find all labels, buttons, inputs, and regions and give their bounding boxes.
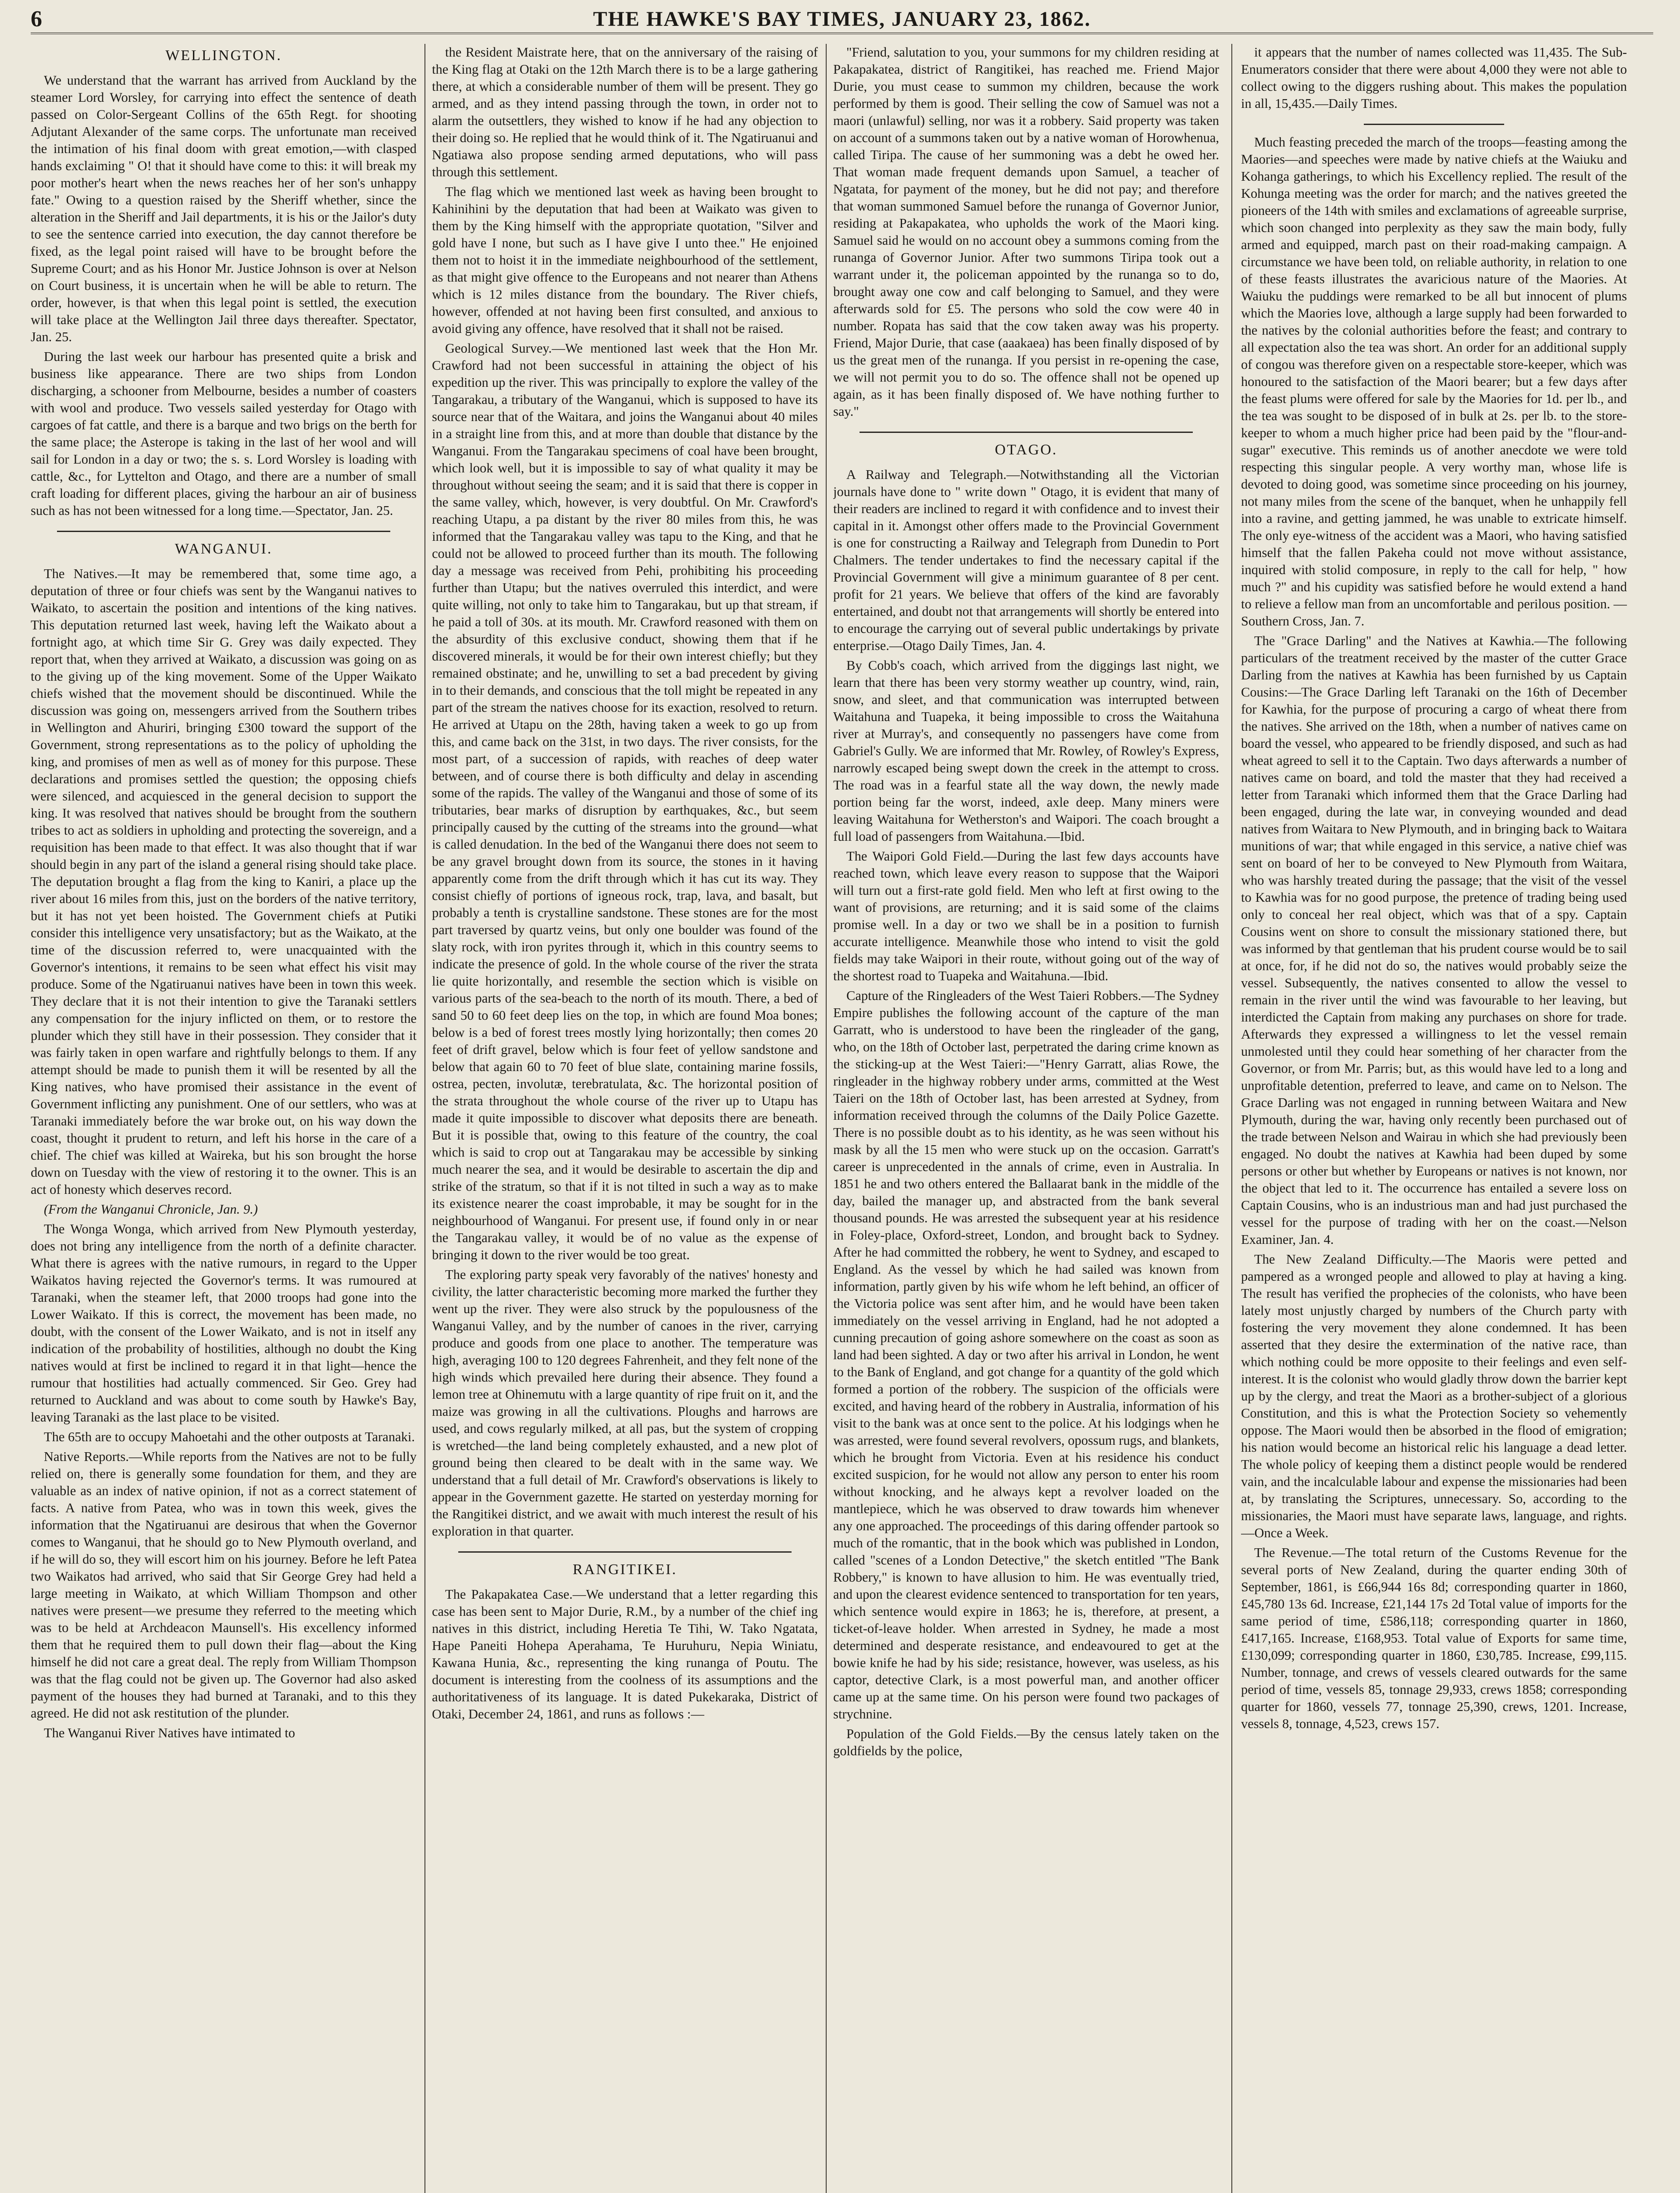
column-rule [1231, 44, 1232, 2193]
masthead [31, 6, 1653, 34]
section-heading-wanganui: WANGANUI. [175, 541, 273, 557]
article-paragraph: The Revenue.—The total return of the Customs Revenue for the several ports of New Zealand, during the quarter ending 30th of September, 1861, is £66,944 16s 8d; corresponding quarter in 1860, £45,780 13s 6d. Increase, £21,144 17s 2d Total value of imports for the same period of time, £586,118; corresponding quarter in 1860, £417,165. Increase, £168,953. Total value of Exports for same time, £130,099; corresponding quarter in 1860, £30,785. Increase, £99,115. Number, tonnage, and crews of vessels cleared outwards for the same period of time, vessels 85, tonnage 29,933, crews 1858; corresponding quarter for 1860, vessels 77, tonnage 25,390, crews, 1201. Increase, vessels 8, tonnage, 4,523, crews 157. [1241, 1545, 1627, 1731]
masthead-title: THE HAWKE'S BAY TIMES, JANUARY 23, 1862. [593, 7, 1091, 31]
column-2 [432, 44, 818, 2193]
article-paragraph: The exploring party speak very favorably of the natives' honesty and civility, the latter characteristic becoming more marked the further they went up the river. They were also struck by the populousness of the Wanganui Valley, and by the number of canoes in the river, carrying produce and goods from one place to another. The temperature was high, averaging 100 to 120 degrees Fahrenheit, and they felt none of the high winds which prevailed here during their absence. They found a lemon tree at Ohinemutu with a large quantity of ripe fruit on it, and the maize was growing in all the cultivations. Ploughs and harrows are used, and cows regularly milked, at all pas, but the system of cropping is wretched—the land being completely exhausted, and a new plot of ground being then cleared to be dealt with in the same way. We understand that a full detail of Mr. Crawford's observations is likely to appear in the Government gazette. He started on yesterday morning for the Rangitikei district, and we await with much interest the result of his exploration in that quarter. [432, 1267, 818, 1539]
page-number: 6 [31, 7, 42, 32]
column-3 [833, 44, 1219, 2193]
section-divider [57, 531, 390, 532]
article-paragraph: We understand that the warrant has arrived from Auckland by the steamer Lord Worsley, for carrying into effect the sentence of death passed on Color-Sergeant Collins of the 65th Regt. for shooting Adjutant Alexander of the same corps. The unfortunate man received the intimation of his final doom with great emotion,—with clasped hands exclaiming " O! that it should have come to this: it will break my poor mother's heart when the news reaches her of her son's unhappy fate." Owing to a question raised by the Sheriff whether, since the alteration in the Sheriff and Jail departments, it is his or the Jailor's duty to see the sentence carried into execution, the day cannot therefore be fixed, as the legal point raised will have to be brought before the Supreme Court; and as his Honor Mr. Justice Johnson is over at Nelson on Court business, it is uncertain when he will be able to return. The order, however, is that when this legal point is settled, the execution will take place at the Wellington Jail three days thereafter. Spectator, Jan. 25. [31, 73, 417, 344]
column-rule [826, 44, 827, 2193]
article-paragraph: The Wonga Wonga, which arrived from New Plymouth yesterday, does not bring any intelligence from the north of a definite character. What there is agrees with the native rumours, in regard to the Upper Waikatos having rejected the Governor's terms. It was rumoured at Taranaki, when the steamer left, that 2000 troops had gone into the Lower Waikato. If this is correct, the movement has been made, no doubt, with the consent of the Lower Waikato, and is not in itself any indication of the probability of hostilities, although no doubt the King natives would at first be inclined to regard it in that light—hence the rumour that hostilities had actually commenced. Sir Geo. Grey had returned to Auckland and was about to come south by Hawke's Bay, leaving Taranaki as the last place to be visited. [31, 1222, 417, 1425]
article-paragraph: Population of the Gold Fields.—By the census lately taken on the goldfields by the police, [833, 1726, 1219, 1758]
article-paragraph: A Railway and Telegraph.—Notwithstanding all the Victorian journals have done to " write down " Otago, it is evident that many of their readers are inclined to regard it with confidence and to invest their capital in it. Amongst other offers made to the Provincial Government is one for constructing a Railway and Telegraph from Dunedin to Port Chalmers. The tender undertakes to find the necessary capital if the Provincial Government will give a minimum guarantee of 8 per cent. profit for 21 years. We believe that offers of the kind are favorably entertained, and doubt not that arrangements will shortly be entered into to encourage the carrying out of several public undertakings by private enterprise.—Otago Daily Times, Jan. 4. [833, 467, 1219, 653]
article-paragraph: The "Grace Darling" and the Natives at Kawhia.—The following particulars of the treatment received by the master of the cutter Grace Darling from the natives at Kawhia has been furnished by us Captain Cousins:—The Grace Darling left Taranaki on the 16th of December for Kawhia, for the purpose of procuring a cargo of wheat there from the natives. She arrived on the 18th, when a number of natives came on board the vessel, who appeared to be friendly disposed, and such as had wheat agreed to sell it to the Captain. Two days afterwards a number of natives came on board, and told the master that they had received a letter from Taranaki which informed them that the Grace Darling had been engaged, during the late war, in conveying wounded and dead natives from Waitara to New Plymouth, and in bringing back to Waitara munitions of war; that while engaged in this service, a native chief was sent on board of her to be conveyed to New Plymouth from Waitara, who was harshly treated during the passage; that the visit of the vessel to Kawhia was for no good purpose, the pretence of trading being used only to conceal her real object, which was that of a spy. Captain Cousins went on shore to consult the missionary stationed there, but was informed by that gentleman that his prudent course would be to sail at once, for, if he did not do so, the natives would probably seize the vessel. Subsequently, the natives consented to allow the vessel to remain in the river until the wind was favourable to her leaving, but interdicted the Captain from making any purchases on shore for trade. Afterwards they expressed a willingness to let the vessel remain unmolested until they could hear something of her character from the Governor, or from Mr. Parris; but, as this would have led to a long and unprofitable detention, preferred to leave, and came on to Nelson. The Grace Darling was not engaged in running between Waitara and New Plymouth, during the war, having only recently been purchased out of the trade between Nelson and Wairau in which she had previously been engaged. No doubt the natives at Kawhia had been duped by some persons or other but whether by Europeans or natives is not known, nor the object that led to it. The occurrence has entailed a severe loss on Captain Cousins, who is an industrious man and had just purchased the vessel for the purpose of trading with her on the coast.—Nelson Examiner, Jan. 4. [1241, 633, 1627, 1247]
article-paragraph: Native Reports.—While reports from the Natives are not to be fully relied on, there is generally some foundation for them, and they are valuable as an index of native opinion, if not as a correct statement of facts. A native from Patea, who was in town this week, gives the information that the Ngatiruanui are desirous that when the Governor comes to Wanganui, that he should go to New Plymouth overland, and if he will do so, they will escort him on his journey. Before he left Patea two Waikatos had arrived, who said that Sir George Grey had held a large meeting in Waikato, at which William Thompson and other natives were present—we presume they referred to the meeting which was to be held at Archdeacon Maunsell's. His excellency informed them that he required them to pull down their flag—about the King himself he did not care a great deal. The reply from William Thompson was that the flag could not be given up. The Governor had also asked payment of the houses they had burned at Taranaki, and to this they agreed. He did not ask restitution of the plunder. [31, 1449, 417, 1721]
article-paragraph: The 65th are to occupy Mahoetahi and the other outposts at Taranaki. [44, 1429, 415, 1444]
section-divider [1364, 124, 1504, 125]
article-paragraph: The Wanganui River Natives have intimated to [44, 1725, 295, 1740]
article-paragraph: The Waipori Gold Field.—During the last few days accounts have reached town, which leave every reason to suppose that the Waipori will turn out a first-rate gold field. Men who left at first owing to the want of provisions, are returning; and it is said some of the claims promise well. In a day or two we shall be in a position to furnish accurate intelligence. Meanwhile those who intend to visit the gold fields may take Waipori in their route, without going out of the way of the shortest road to Tuapeka and Waitahuna.—Ibid. [833, 849, 1219, 983]
section-heading-rangitikei: RANGITIKEI. [573, 1561, 677, 1578]
article-paragraph: Much feasting preceded the march of the troops—feasting among the Maories—and speeches were made by native chiefs at the Waiuku and Kohanga gatherings, to which his Excellency replied. The result of the Kohunga meeting was the order for march; and the natives greeted the pioneers of the 14th with smiles and exclamations of agreeable surprise, which soon changed into perplexity as they saw the main body, fully armed and equipped, march past on their road-making campaign. A circumstance we have been told, on reliable authority, in relation to one of these feasts illustrates the avaricious nature of the Maories. At Waiuku the puddings were remarked to be all but innocent of plums which the Maories love, although a large supply had been forwarded to the natives by the colonial authorities before the feast; and contrary to all expectation also the tea was short. An order for an additional supply of congou was therefore given on a respectable store-keeper, which was honoured to the satisfaction of the Maori bearer; but a few days after the feast plums were offered for sale by the Maories for 1d. per lb., and the tea was sought to be disposed of in bulk at 2s. per lb. to the store-keeper to whom a much higher price had been paid by the "flour-and-sugar" executive. This reminds us of another anecdote we were told respecting this singular people. A very worthy man, whose life is devoted to doing good, was sometime since proceeding on his journey, not many miles from the scene of the banquet, when he unhappily fell into a ravine, and getting jammed, he was unable to extricate himself. The only eye-witness of the accident was a Maori, who having satisfied himself that the fallen Pakeha could not move without assistance, inquired with stolid composure, in reply to the call for help, " how much ?" and his cupidity was satisfied before he would extend a hand to relieve a fellow man from an uncomfortable and perilous position. —Southern Cross, Jan. 7. [1241, 135, 1627, 629]
article-paragraph: the Resident Maistrate here, that on the anniversary of the raising of the King flag at Otaki on the 12th March there is to be a large gathering there, at which a considerable number of them will be present. They go armed, and as they intend passing through the town, in order not to alarm the outsettlers, they wished to know if he had any objection to their doing so. He replied that he would think of it. The Ngatiruanui and Ngatiawa also propose sending armed deputations, who will pass through this settlement. [432, 45, 818, 179]
section-divider [458, 1551, 792, 1553]
article-paragraph: it appears that the number of names collected was 11,435. The Sub-Enumerators consider that there were about 4,000 they were not able to collect owing to the diggers rushing about. This makes the population in all, 15,435.—Daily Times. [1241, 45, 1627, 111]
article-paragraph: Capture of the Ringleaders of the West Taieri Robbers.—The Sydney Empire publishes the following account of the capture of the man Garratt, who is understood to have been the ringleader of the gang, who, on the 18th of October last, perpetrated the daring crime known as the sticking-up at the West Taieri:—"Henry Garratt, alias Rowe, the ringleader in the highway robbery under arms, committed at the West Taieri on the 18th of October last, has been arrested at Sydney, from information received through the columns of the Daily Police Gazette. There is no possible doubt as to his identity, as he was seen without his mask by all the 15 men who were stuck up on the occasion. Garratt's career is unprecedented in the annals of crime, even in Australia. In 1851 he and two others entered the Ballaarat bank in the middle of the day, bailed the manager up, and abstracted from the bank several thousand pounds. He was arrested the subsequent year at his residence in Foley-place, Oxford-street, London, and brought back to Sydney. After he had committed the robbery, he went to Sydney, and escaped to England. As the vessel by which he had sailed was known from information, partly given by his wife whom he left behind, an officer of the Victoria police was sent after him, and he would have been taken immediately on the vessel arriving in England, had he not adopted a cunning precaution of going ashore somewhere on the coast as soon as land had been sighted. A day or two after his arrival in London, he went to the Bank of England, and got change for a quantity of the gold which formed a portion of the robbery. The suspicion of the officials were excited, and having heard of the robbery in Australia, information of his visit to the bank was at once sent to the police. At his lodgings when he was arrested, were found several revolvers, opossum rugs, and blankets, which he brought from Victoria. Even at his residence his conduct excited suspicion, for he would not allow any person to enter his room without knocking, and he always kept a revolver loaded on the mantlepiece, which he was observed to draw towards him whenever any one approached. The proceedings of this daring offender partook so much of the romantic, that in the book which was published in London, called "scenes of a London Detective," the sketch entitled "The Bank Robbery," is known to have allusion to him. He was eventually tried, and upon the clearest evidence sentenced to transportation for ten years, which sentence would expire in 1863; he is, therefore, at present, a ticket-of-leave holder. When arrested in Sydney, he made a most determined and desperate resistance, and endeavoured to get at the bowie knife he had by his side; resistance, however, was useless, as his captor, detective Clark, is a most powerful man, and another officer came up at the same time. On his person were found two packages of strychnine. [833, 988, 1219, 1722]
column-4 [1241, 44, 1627, 2193]
section-heading-wellington: WELLINGTON. [165, 47, 282, 64]
article-paragraph: During the last week our harbour has presented quite a brisk and business like appearance. There are two ships from London discharging, a schooner from Melbourne, besides a number of coasters with wool and produce. Two vessels sailed yesterday for Otago with cargoes of fat cattle, and there is a barque and two brigs on the berth for the same place; the Asterope is taking in the last of her wool and will sail for London in a day or two; the s. s. Lord Worsley is loading with cattle, &c., for Lyttelton and Otago, and there are a number of small craft loading for different places, giving the harbour an air of business such as has not been witnessed for a long time.—Spectator, Jan. 25. [31, 349, 417, 518]
article-paragraph: Geological Survey.—We mentioned last week that the Hon Mr. Crawford had not been successful in attaining the object of his expedition up the river. This was principally to explore the valley of the Tangarakau, a tributary of the Wanganui, which is supposed to have its source near that of the Waitara, and joins the Wanganui about 40 miles in a straight line from this, and at more than double that distance by the Wanganui. From the Tangarakau specimens of coal have been brought, which look well, but it is impossible to say of what quality it may be throughout without seeing the seam; and it is said that there is copper in the same valley, which, however, is very doubtful. On Mr. Crawford's reaching Utapu, a pa distant by the river 80 miles from this, he was informed that the Tangarakau valley was tapu to the King, and that he could not be allowed to proceed further than its mouth. The following day a message was received from Pehi, prohibiting his proceeding further than Utapu; but the natives overruled this interdict, and were quite willing, not only to take him to Tangarakau, but up that stream, if he paid a toll of 30s. at its mouth. Mr. Crawford reasoned with them on the absurdity of this exclusive conduct, showing them that if he discovered minerals, it would be for their own interest chiefly; but they remained obstinate; and he, unwilling to set a bad precedent by giving in to their demands, and conscious that the toll might be repeated in any part of the stream the natives choose for its exaction, resolved to return. He arrived at Utapu on the 28th, having taken a week to go up from this, and came back on the 31st, in two days. The river consists, for the most part, of a succession of rapids, with reaches of deep water between, and of course there is both difficulty and delay in ascending some of the rapids. The valley of the Wanganui and those of some of its tributaries, bear marks of disruption by earthquakes, &c., but seem principally caused by the cutting of the streams into the ground—what is called denudation. In the bed of the Wanganui there does not seem to be any gravel brought down from its source, the stones in it having apparently come from the drift through which it has cut its way. They consist chiefly of portions of igneous rock, trap, lava, and basalt, but probably a tenth is crystalline sandstone. These stones are for the most part traversed by quartz veins, but only one boulder was found of the slaty rock, with iron pyrites through it, which in this country seems to indicate the presence of gold. In the whole course of the river the strata lie quite horizontally, and resemble the section which is visible on various parts of the sea-beach to the north of its mouth. There, a bed of sand 50 to 60 feet deep lies on the top, in which are found Moa bones; below is a bed of forest trees mostly lying horizontally; then comes 20 feet of drift gravel, below which is four feet of yellow sandstone and below that again 60 to 70 feet of blue slate, containing marine fossils, ostrea, pecten, involutæ, terebratulata, &c. The horizontal position of the strata throughout the whole course of the river up to Utapu has made it quite impossible to discover what deposits there are beneath. But it is possible that, owing to this feature of the country, the coal which is said to crop out at Tangarakau may be accessible by sinking much nearer the sea, and it would be desirable to ascertain the dip and strike of the stratum, so that if it is not tilted in such a way as to make its existence nearer the coast improbable, it may be sought for in the neighbourhood of Wanganui. For present use, if found only in or near the Tangarakau valley, it would be of no value as the expense of bringing it down to the river would be too great. [432, 341, 818, 1262]
column-1 [31, 44, 417, 2193]
article-paragraph: The flag which we mentioned last week as having been brought to Kahinihini by the deputation that had been at Waikato was given to them by the King himself with the appropriate quotation, "Silver and gold have I none, but such as I have give I unto thee." He enjoined them not to hoist it in the immediate neighbourhood of the settlement, as that might give offence to the Europeans and not nearer than Athens which is 12 miles distance from the boundary. The River chiefs, however, offended at not having been first consulted, and anxious to avoid giving any offence, have resolved that it shall not be raised. [432, 184, 818, 336]
article-paragraph: "Friend, salutation to you, your summons for my children residing at Pakapakatea, district of Rangitikei, has reached me. Friend Major Durie, you must cease to summon my children, because the work performed by them is good. Their selling the cow of Samuel was not a maori (unlawful) selling, nor was it a robbery. Said property was taken on account of a summons taken out by a native woman of Horowhenua, called Tiripa. The cause of her summoning was a debt he owed her. That woman made frequent demands upon Samuel, a teacher of Ngatata, for payment of the money, but he did not pay; and therefore that woman summoned Samuel before the runanga of Governor Junior, residing at Pakapakatea, who upholds the work of the Maori king. Samuel said he would on no account obey a summons coming from the runanga of Governor Junior. After two summons Tiripa took out a warrant under it, the policeman appointed by the runanga so to do, brought away one cow and calf belonging to Samuel, and they were afterwards sold for £5. The persons who sold the cow were 40 in number. Ropata has said that the cow taken away was his property. Friend, Major Durie, that case (aaakaea) has been finally disposed of by us the great men of the runanga. If you persist in re-opening the case, we will not permit you to do so. The offence shall not be opened up again, as it has been finally disposed of. We have nothing further to say." [833, 45, 1219, 419]
source-line: (From the Wanganui Chronicle, Jan. 9.) [44, 1202, 258, 1217]
article-paragraph: The New Zealand Difficulty.—The Maoris were petted and pampered as a wronged people and allowed to play at having a king. The result has verified the prophecies of the colonists, who have been lately most unjustly charged by numbers of the Church party with fostering the very movement they alone condemned. It has been asserted that they desire the extermination of the native race, than which nothing could be more opposite to their feelings and even self-interest. It is the colonist who would gladly throw down the barrier kept up by the clergy, and treat the Maori as a brother-subject of a glorious Constitution, and this is what the Protection Society so vehemently oppose. The Maori would then be absorbed in the flood of emigration; his nation would become an historical relic his language a dead letter. The whole policy of keeping them a distinct people would be rendered vain, and the incalculable labour and expense the missionaries had been at, by translating the Scriptures, unnecessary. So, according to the missionaries, the Maori must have separate laws, language, and rights.—Once a Week. [1241, 1252, 1627, 1540]
article-paragraph: The Natives.—It may be remembered that, some time ago, a deputation of three or four chiefs was sent by the Wanganui natives to Waikato, to ascertain the position and intentions of the king natives. This deputation returned last week, having left the Waikato about a fortnight ago, at which time Sir G. Grey was daily expected. They report that, when they arrived at Waikato, a discussion was going on as to the giving up of the king movement. Some of the Upper Waikato chiefs wished that the movement should be discontinued. While the discussion was going on, messengers arrived from the Southern tribes in Wellington and Ahuriri, bringing £300 toward the support of the Government, strong representations as to the policy of upholding the king, and promises of men as well as of money for this purpose. These declarations and promises settled the question; the opposing chiefs were silenced, and acquiesced in the general decision to support the king. It was resolved that natives should be brought from the southern tribes to act as soldiers in upholding and protecting the sovereign, and a requisition has been made to that effect. It was also thought that if war should begin in any part of the island a general rising should take place. The deputation brought a flag from the king to Kaniri, a place up the river about 16 miles from this, just on the borders of the native territory, but it has not yet been hoisted. The Government chiefs at Putiki consider this intelligence very unsatisfactory; but as the Waikato, at the time of the discussion referred to, were unacquainted with the Governor's intentions, it remains to be seen what effect his visit may produce. Some of the Ngatiruanui natives have been in town this week. They declare that it is not their intention to give the Taranaki settlers any compensation for the injury inflicted on them, or to restore the plunder which they still have in their possession. They consider that it was fairly taken in open warfare and rightfully belongs to them. If any attempt should be made to punish them it will be resented by all the King natives, who have promised their assistance in the event of Government inflicting any punishment. One of our settlers, who was at Taranaki immediately before the war broke out, on his way down the coast, thought it prudent to return, and left his horse in the care of a chief. The chief was killed at Waireka, but his son brought the horse down on Tuesday with the view of restoring it to the owner. This is an act of honesty which deserves record. [31, 566, 417, 1197]
article-paragraph: The Pakapakatea Case.—We understand that a letter regarding this case has been sent to Major Durie, R.M., by a number of the chief ing natives in this district, including Heretia Te Tihi, W. Tako Ngatata, Hape Paneiti Hohepa Aperahama, Te Huruhuru, Nepia Winiatu, Kawana Hunia, &c., representing the king runanga of Poutu. The document is interesting from the coolness of its assumptions and the authoritativeness of its language. It is dated Pukekaraka, District of Otaki, December 24, 1861, and runs as follows :— [432, 1587, 818, 1722]
column-rule [424, 44, 425, 2193]
section-divider [860, 432, 1193, 433]
article-paragraph: By Cobb's coach, which arrived from the diggings last night, we learn that there has been very stormy weather up country, wind, rain, snow, and sleet, and that communication was interrupted between Waitahuna and Tuapeka, it being impossible to cross the Waitahuna river at Murray's, and consequently no passengers have come from Gabriel's Gully. We are informed that Mr. Rowley, of Rowley's Express, narrowly escaped being swept down the creek in the attempt to cross. The road was in a fearful state all the way down, the newly made portion being far the worst, indeed, axle deep. Many miners were leaving Waitahuna for Wetherston's and Waipori. The coach brought a full load of passengers from Waitahuna.—Ibid. [833, 658, 1219, 844]
section-heading-otago: OTAGO. [995, 442, 1058, 458]
